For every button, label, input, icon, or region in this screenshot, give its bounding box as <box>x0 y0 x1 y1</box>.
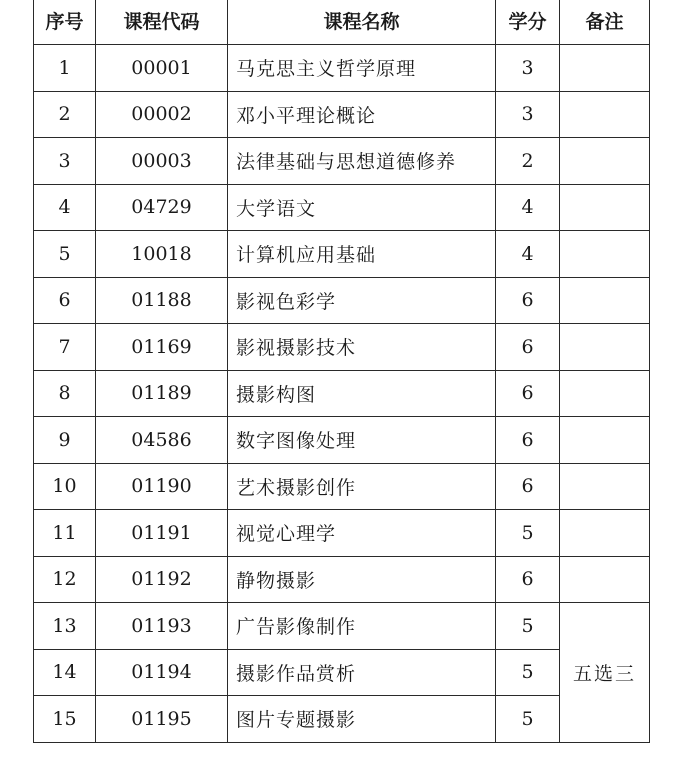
cell-no: 8 <box>34 370 96 417</box>
cell-no: 14 <box>34 649 96 696</box>
cell-credit: 2 <box>496 138 560 185</box>
cell-credit: 4 <box>496 184 560 231</box>
cell-name: 摄影构图 <box>228 370 496 417</box>
cell-code: 01193 <box>96 603 228 650</box>
cell-credit: 6 <box>496 556 560 603</box>
cell-name: 法律基础与思想道德修养 <box>228 138 496 185</box>
cell-note <box>560 510 650 557</box>
cell-code: 01192 <box>96 556 228 603</box>
elective-note: 五选三 <box>560 603 650 743</box>
cell-no: 10 <box>34 463 96 510</box>
table-row <box>34 45 650 92</box>
table-row <box>34 463 650 510</box>
cell-code: 01194 <box>96 649 228 696</box>
cell-credit: 6 <box>496 417 560 464</box>
table-row <box>34 556 650 603</box>
header-name: 课程名称 <box>228 0 496 45</box>
cell-credit: 6 <box>496 324 560 371</box>
cell-note <box>560 277 650 324</box>
cell-credit: 4 <box>496 231 560 278</box>
cell-credit: 6 <box>496 277 560 324</box>
cell-name: 数字图像处理 <box>228 417 496 464</box>
table-row <box>34 91 650 138</box>
cell-name: 摄影作品赏析 <box>228 649 496 696</box>
cell-no: 9 <box>34 417 96 464</box>
cell-name: 邓小平理论概论 <box>228 91 496 138</box>
cell-code: 00002 <box>96 91 228 138</box>
header-note: 备注 <box>560 0 650 45</box>
cell-no: 3 <box>34 138 96 185</box>
cell-name: 马克思主义哲学原理 <box>228 45 496 92</box>
table-row <box>34 696 650 743</box>
cell-note <box>560 324 650 371</box>
cell-credit: 6 <box>496 463 560 510</box>
cell-no: 12 <box>34 556 96 603</box>
cell-credit: 5 <box>496 510 560 557</box>
header-code: 课程代码 <box>96 0 228 45</box>
cell-note <box>560 370 650 417</box>
cell-name: 广告影像制作 <box>228 603 496 650</box>
cell-no: 2 <box>34 91 96 138</box>
table-row <box>34 370 650 417</box>
cell-no: 4 <box>34 184 96 231</box>
cell-name: 大学语文 <box>228 184 496 231</box>
cell-no: 15 <box>34 696 96 743</box>
header-credit: 学分 <box>496 0 560 45</box>
cell-name: 计算机应用基础 <box>228 231 496 278</box>
cell-code: 04586 <box>96 417 228 464</box>
cell-code: 01191 <box>96 510 228 557</box>
cell-note <box>560 138 650 185</box>
cell-note <box>560 45 650 92</box>
cell-name: 影视色彩学 <box>228 277 496 324</box>
cell-note <box>560 91 650 138</box>
cell-no: 5 <box>34 231 96 278</box>
cell-code: 10018 <box>96 231 228 278</box>
cell-note <box>560 417 650 464</box>
table-row <box>34 184 650 231</box>
cell-credit: 5 <box>496 603 560 650</box>
table-row <box>34 603 650 650</box>
cell-no: 13 <box>34 603 96 650</box>
table-row <box>34 324 650 371</box>
cell-credit: 3 <box>496 45 560 92</box>
cell-name: 静物摄影 <box>228 556 496 603</box>
cell-credit: 5 <box>496 649 560 696</box>
cell-code: 01189 <box>96 370 228 417</box>
cell-no: 6 <box>34 277 96 324</box>
cell-name: 艺术摄影创作 <box>228 463 496 510</box>
cell-note <box>560 231 650 278</box>
table-row <box>34 417 650 464</box>
cell-code: 00003 <box>96 138 228 185</box>
header-no: 序号 <box>34 0 96 45</box>
table-row <box>34 138 650 185</box>
table-row <box>34 649 650 696</box>
cell-note <box>560 556 650 603</box>
cell-credit: 5 <box>496 696 560 743</box>
cell-name: 图片专题摄影 <box>228 696 496 743</box>
table-row <box>34 277 650 324</box>
course-table <box>33 0 650 743</box>
cell-note <box>560 184 650 231</box>
cell-credit: 3 <box>496 91 560 138</box>
cell-code: 01169 <box>96 324 228 371</box>
cell-name: 影视摄影技术 <box>228 324 496 371</box>
cell-code: 01190 <box>96 463 228 510</box>
cell-no: 11 <box>34 510 96 557</box>
table-row <box>34 510 650 557</box>
cell-note <box>560 463 650 510</box>
cell-no: 1 <box>34 45 96 92</box>
table-header-row <box>34 0 650 45</box>
cell-code: 04729 <box>96 184 228 231</box>
cell-no: 7 <box>34 324 96 371</box>
cell-name: 视觉心理学 <box>228 510 496 557</box>
cell-credit: 6 <box>496 370 560 417</box>
cell-code: 01188 <box>96 277 228 324</box>
cell-code: 01195 <box>96 696 228 743</box>
cell-code: 00001 <box>96 45 228 92</box>
table-row <box>34 231 650 278</box>
